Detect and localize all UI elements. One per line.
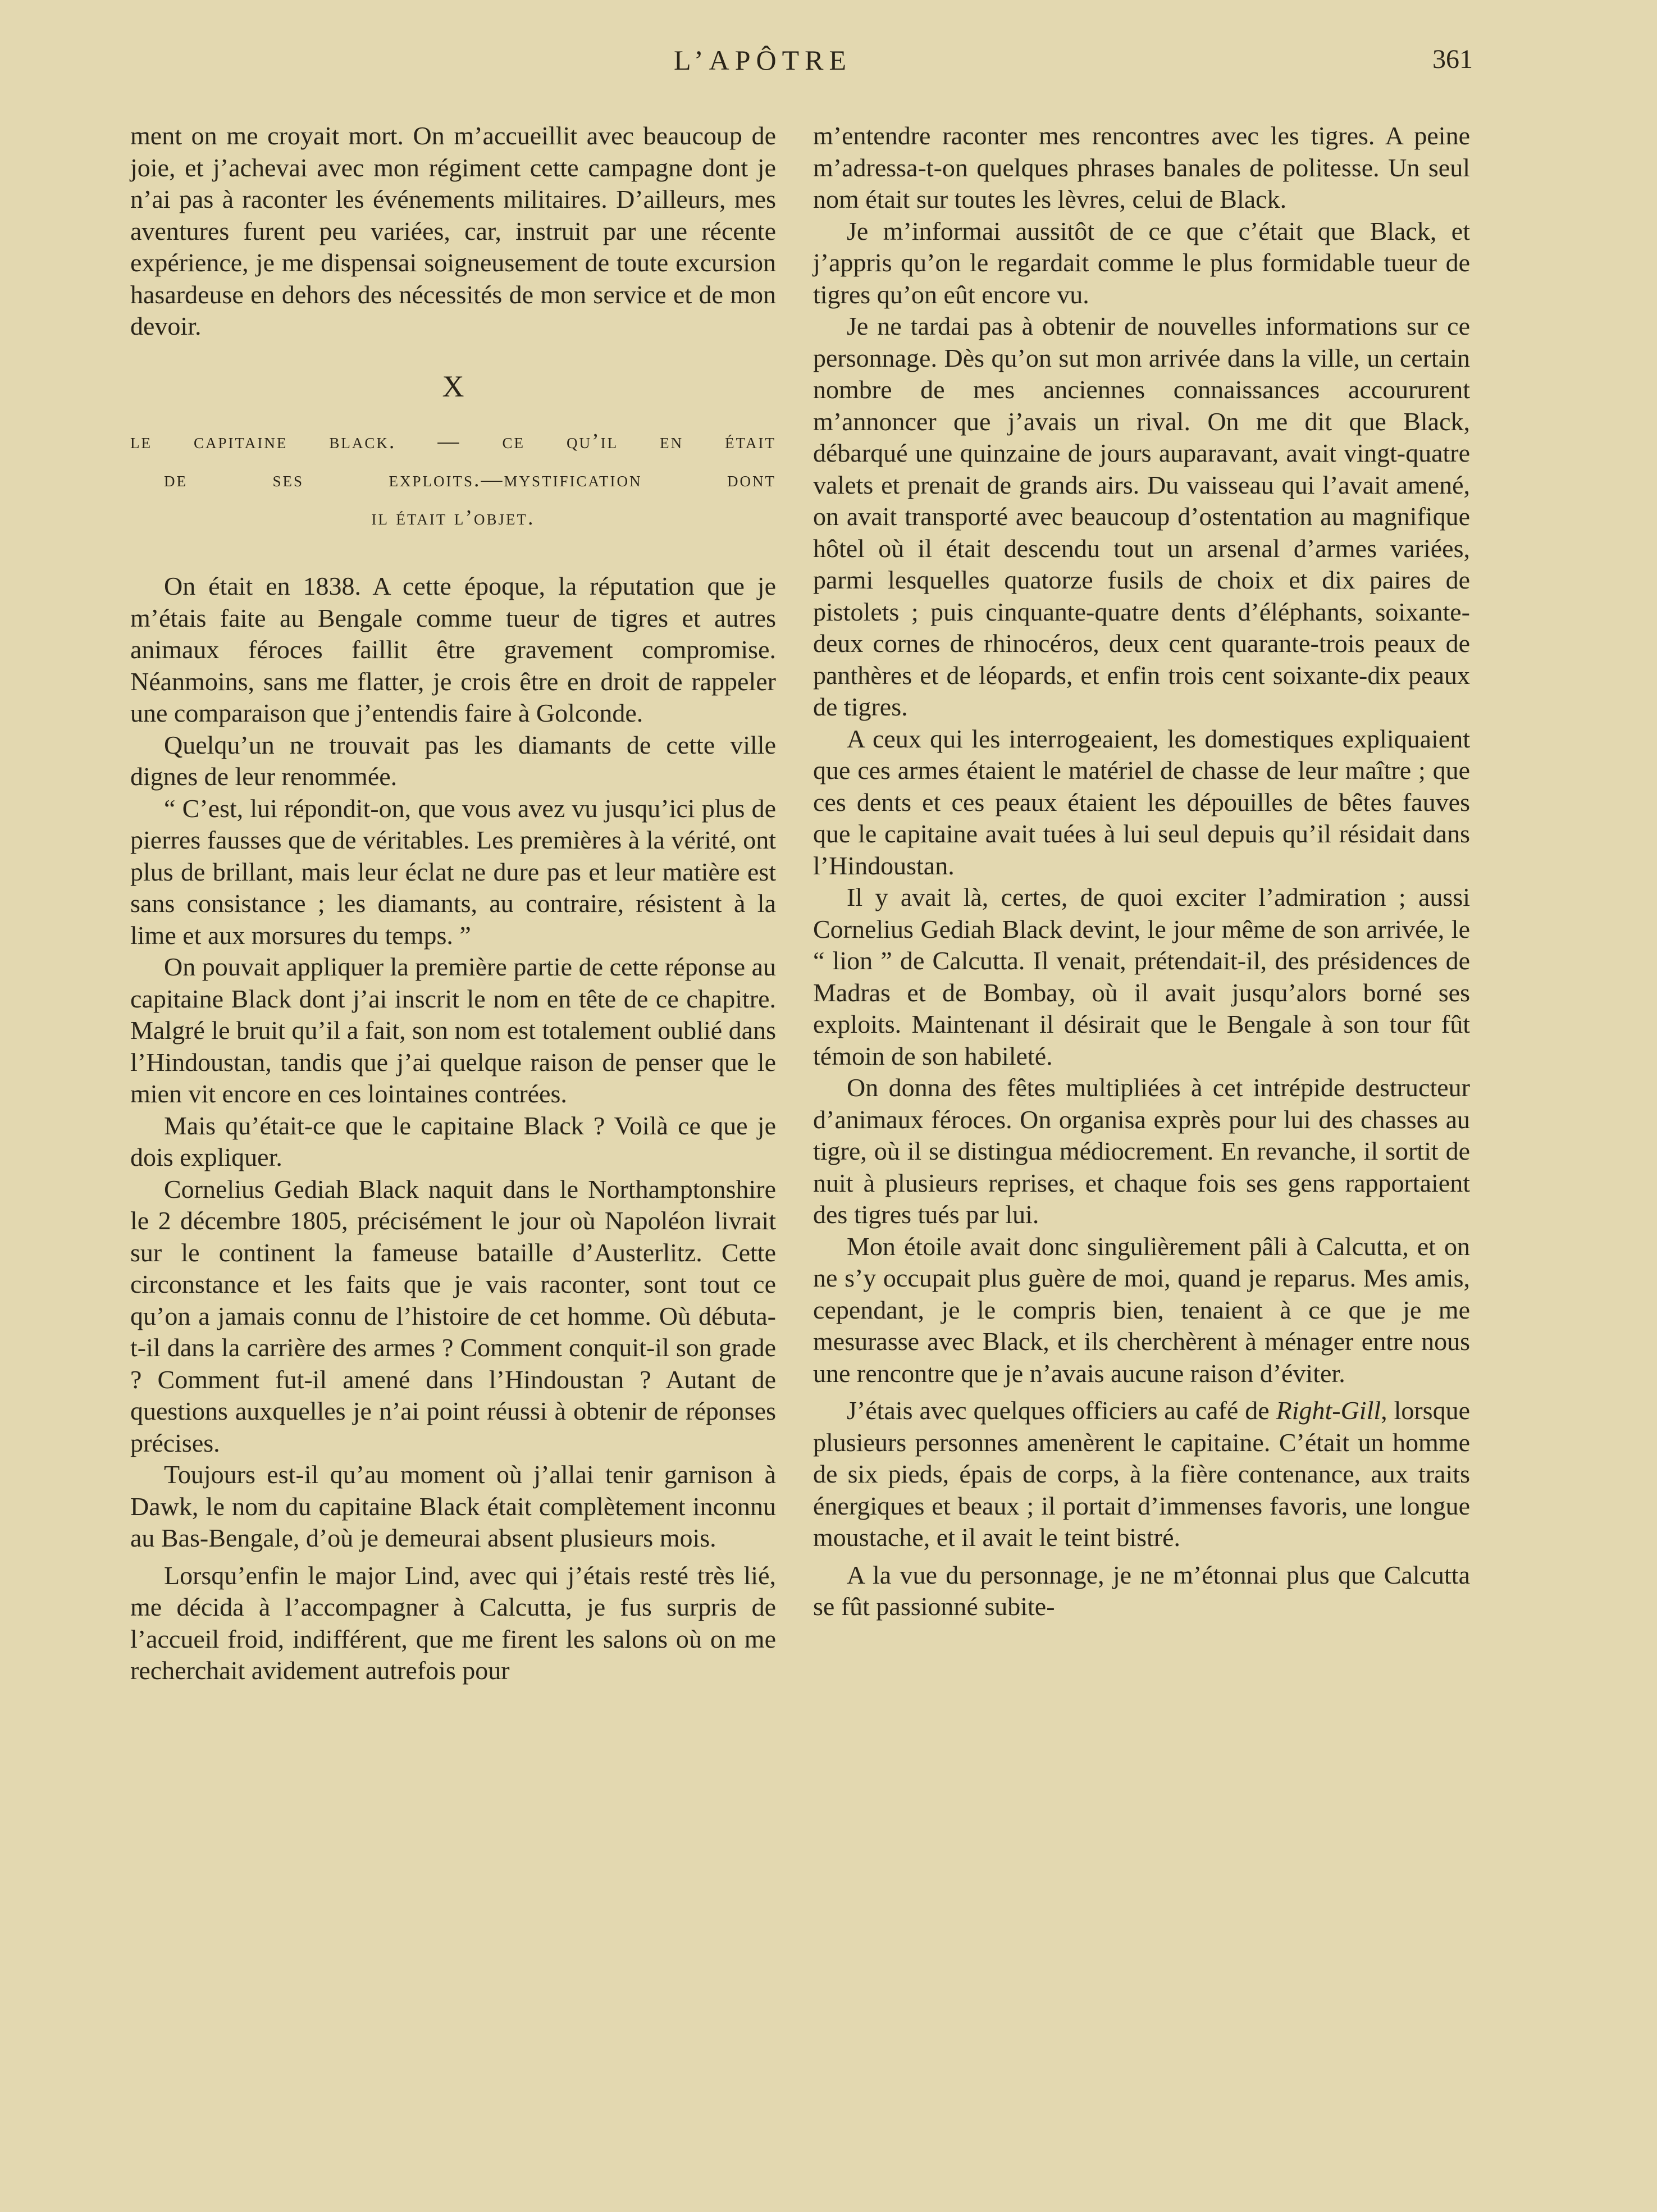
chapter-summary — [130, 422, 776, 537]
cafe-name: Right-Gill — [1276, 1396, 1381, 1425]
chapter-summary-line: de ses exploits.—mystification dont — [164, 468, 776, 491]
paragraph: Toujours est-il qu’au moment où j’allai tenir garnison à Dawk, le nom du capitaine Black était complètement inconnu au Bas-Bengale, d’où je demeurai absent plusieurs mois. — [130, 1460, 776, 1552]
left-column — [130, 120, 776, 1687]
paragraph: On donna des fêtes multipliées à cet intrépide destructeur d’animaux féroces. On organisa exprès pour lui des chasses au tigre, où il se distingua médiocrement. En revanche, il sortit de nuit à plusieurs reprises, et chaque fois ses gens rapportaient des tigres tués par lui. — [813, 1073, 1470, 1229]
paragraph: Lorsqu’enfin le major Lind, avec qui j’étais resté très lié, me décida à l’accompagner à Calcutta, je fus surpris de l’accueil froid, indifférent, que me firent les salons où on me recherchait avidement autrefois pour — [130, 1561, 776, 1685]
paragraph: Quelqu’un ne trouvait pas les diamants de cette ville dignes de leur renommée. — [130, 730, 776, 791]
paragraph: Mon étoile avait donc singulièrement pâli à Calcutta, et on ne s’y occupait plus guère de moi, quand je reparus. Mes amis, cependant, je le compris bien, tenaient à ce que je me mesurasse avec Black, et ils cherchèrent à ménager entre nous une rencontre que je n’avais aucune raison d’éviter. — [813, 1232, 1470, 1388]
paragraph: On était en 1838. A cette époque, la réputation que je m’étais faite au Bengale comme tueur de tigres et autres animaux féroces faillit être gravement compromise. Néanmoins, sans me flatter, je crois être en droit de rappeler une comparaison que j’entendis faire à Golconde. — [130, 572, 776, 727]
running-title: L’APÔTRE — [674, 44, 852, 76]
paragraph: Il y avait là, certes, de quoi exciter l’admiration ; aussi Cornelius Gediah Black devint, le jour même de son arrivée, le “ lion ” de Calcutta. Il venait, prétendait-il, des présidences de Madras et de Bombay, où il avait jusqu’alors borné ses exploits. Maintenant il désirait que le Bengale à son tour fût témoin de son habileté. — [813, 883, 1470, 1070]
paragraph: Cornelius Gediah Black naquit dans le Northamptonshire le 2 décembre 1805, précisément le jour où Napoléon livrait sur le continent la fameuse bataille d’Austerlitz. Cette circonstance et les faits que je vais raconter, sont tout ce qu’on a jamais connu de l’histoire de cet homme. Où débuta-t-il dans la carrière des armes ? Comment conquit-il son grade ? Comment fut-il amené dans l’Hindoustan ? Autant de questions auxquelles je n’ai point réussi à obtenir de réponses précises. — [130, 1174, 776, 1457]
paragraph: Mais qu’était-ce que le capitaine Black ? Voilà ce que je dois expliquer. — [130, 1111, 776, 1171]
paragraph: ment on me croyait mort. On m’accueillit avec beaucoup de joie, et j’achevai avec mon régiment cette campagne dont je n’ai pas à raconter les événements militaires. D’ailleurs, mes aventures furent peu variées, car, instruit par une récente expérience, je me dispensai soigneusement de toute excursion hasardeuse en dehors des nécessités de mon service et de mon devoir. — [130, 121, 776, 340]
paragraph-text: J’étais avec quelques officiers au café de — [847, 1396, 1276, 1425]
page-number: 361 — [1432, 44, 1473, 74]
paragraph: A la vue du personnage, je ne m’étonnai plus que Calcutta se fût passionné subite- — [813, 1560, 1470, 1621]
paragraph-text: , lorsque plusieurs personnes amenèrent le capitaine. C’était un homme de six pieds, épais de corps, à la fière contenance, aux traits énergiques et beaux ; il portait d’immenses favoris, une longue moustache, et il avait le teint bistré. — [813, 1396, 1471, 1552]
chapter-summary-line: le capitaine black. — ce qu’il en était — [130, 430, 776, 453]
paragraph: m’entendre raconter mes rencontres avec les tigres. A peine m’adressa-t-on quelques phrases banales de politesse. Un seul nom était sur toutes les lèvres, celui de Black. — [813, 121, 1470, 213]
right-column — [813, 120, 1470, 1623]
paragraph — [813, 1395, 1470, 1554]
paragraph: Je m’informai aussitôt de ce que c’était que Black, et j’appris qu’on le regardait comme le plus formidable tueur de tigres qu’on eût encore vu. — [813, 216, 1470, 309]
paragraph: A ceux qui les interrogeaient, les domestiques expliquaient que ces armes étaient le matériel de chasse de leur maître ; que ces dents et ces peaux étaient les dépouilles de bêtes fauves que le capitaine avait tuées à lui seul depuis qu’il résidait dans l’Hindoustan. — [813, 724, 1470, 880]
paragraph: Je ne tardai pas à obtenir de nouvelles informations sur ce personnage. Dès qu’on sut mon arrivée dans la ville, un certain nombre de mes anciennes connaissances accoururent m’annoncer que j’avais un rival. On me dit que Black, débarqué une quinzaine de jours auparavant, avait vingt-quatre valets et prenait de grands airs. Du vaisseau qui l’avait amené, on avait transporté avec beaucoup d’ostentation au magnifique hôtel où il était descendu tout un arsenal d’armes variées, parmi lesquelles quatorze fusils de choix et dix paires de pistolets ; puis cinquante-quatre dents d’éléphants, soixante-deux cornes de rhinocéros, deux cent quarante-trois peaux de panthères et de léopards, et enfin trois cent soixante-dix peaux de tigres. — [813, 312, 1470, 721]
paragraph: On pouvait appliquer la première partie de cette réponse au capitaine Black dont j’ai inscrit le nom en tête de ce chapitre. Malgré le bruit qu’il a fait, son nom est totalement oublié dans l’Hindoustan, tandis que j’ai quelque raison de penser que le mien vit encore en ces lointaines contrées. — [130, 952, 776, 1108]
chapter-number: X — [442, 369, 464, 403]
paragraph: “ C’est, lui répondit-on, que vous avez vu jusqu’ici plus de pierres fausses que de véritables. Les premières à la vérité, ont plus de brillant, mais leur éclat ne dure pas et leur matière est sans consistance ; les diamants, au contraire, résistent à la lime et aux morsures du temps. ” — [130, 793, 776, 950]
chapter-summary-line: il était l’objet. — [371, 506, 535, 530]
